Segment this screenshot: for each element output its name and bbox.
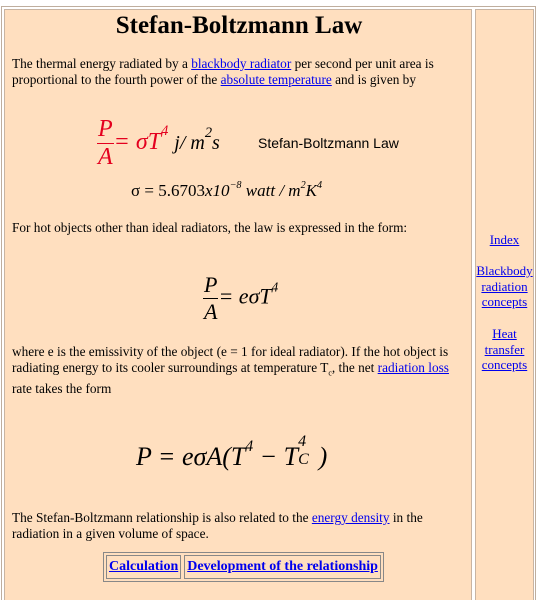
eq2-denominator: A: [204, 299, 218, 324]
blackbody-radiator-link[interactable]: blackbody radiator: [191, 56, 292, 71]
power-per-area-fraction: [97, 116, 114, 171]
calculation-link[interactable]: Calculation: [106, 555, 181, 579]
eq1-exponent: 4: [161, 123, 169, 140]
hot-objects-paragraph: For hot objects other than ideal radiators, the law is expressed in the form:: [12, 220, 408, 235]
absolute-temperature-link[interactable]: absolute temperature: [220, 71, 332, 87]
sidebar-blackbody-link[interactable]: Blackbody radiation concepts: [476, 263, 533, 309]
sidebar-index-link[interactable]: Index: [489, 232, 520, 247]
intro-text-2: per second per unit area is proportional to the fourth power of the: [12, 56, 434, 87]
emissivity-equation: [203, 272, 278, 325]
intro-text-3: and is given by: [331, 71, 416, 87]
emissivity-paragraph: [12, 344, 472, 396]
sigma-constant: [131, 180, 322, 201]
eq3-lhs: P = eσA(T: [136, 442, 246, 471]
emissivity-text-2: , the net: [331, 359, 378, 375]
eq2-fraction: [203, 272, 218, 325]
intro-text-1: The thermal energy radiated by a: [12, 56, 192, 71]
energy-density-paragraph: [12, 510, 472, 541]
radiation-loss-link[interactable]: radiation loss: [377, 359, 449, 375]
energy-density-text-1: The Stefan-Boltzmann relationship is also related to the: [12, 510, 312, 525]
eq1-units-exponent: 2: [204, 125, 213, 142]
development-link[interactable]: Development of the relationship: [184, 555, 381, 579]
energy-density-link[interactable]: energy density: [311, 510, 390, 525]
eq1-rhs: = σT: [113, 129, 162, 156]
eq1-units: j/ m: [174, 132, 205, 155]
eq3-minus: − T: [253, 442, 299, 471]
eq3-close: ): [312, 442, 328, 471]
eq2-rhs: = eσT: [218, 283, 272, 309]
emissivity-text-1: where e is the emissivity of the object (e = 1 for ideal radiator). If the hot object is radiating energy to its cooler surroundings at temperature T: [12, 344, 449, 375]
sigma-unit: watt / m: [245, 181, 301, 200]
sidebar-heat-transfer-link[interactable]: Heat transfer concepts: [481, 326, 528, 372]
eq1-units-tail: s: [212, 132, 220, 155]
eq1-numerator: P: [98, 116, 113, 142]
page-title: Stefan-Boltzmann Law: [115, 12, 363, 39]
stefan-boltzmann-label: Stefan-Boltzmann Law: [258, 135, 399, 151]
eq3-exponent-2: 4: [298, 433, 307, 450]
sidebar: [475, 9, 534, 600]
net-radiation-loss-equation: [136, 433, 328, 472]
eq3-subscript: C: [298, 451, 309, 468]
energy-density-text-2: in the radiation in a given volume of space.: [12, 510, 423, 541]
sigma-unit-exp1: 2: [300, 180, 306, 191]
sigma-unit-k: K: [305, 181, 318, 200]
main-content-panel: [4, 9, 472, 600]
eq3-exponent-1: 4: [245, 438, 254, 455]
sigma-lhs: σ = 5.6703: [131, 181, 206, 200]
sigma-unit-exp2: 4: [317, 180, 323, 191]
emissivity-subscript: c: [328, 368, 332, 378]
navigation-table: [103, 552, 384, 582]
intro-paragraph: [12, 56, 472, 87]
eq2-exponent: 4: [271, 279, 279, 295]
eq3-script-stack: [298, 433, 312, 468]
sigma-exponent: −8: [229, 180, 242, 191]
eq2-numerator: P: [204, 272, 218, 297]
eq1-denominator: A: [98, 144, 113, 170]
emissivity-text-3: rate takes the form: [12, 380, 112, 396]
stefan-boltzmann-equation: [97, 116, 220, 171]
sigma-times: x10: [205, 181, 230, 200]
